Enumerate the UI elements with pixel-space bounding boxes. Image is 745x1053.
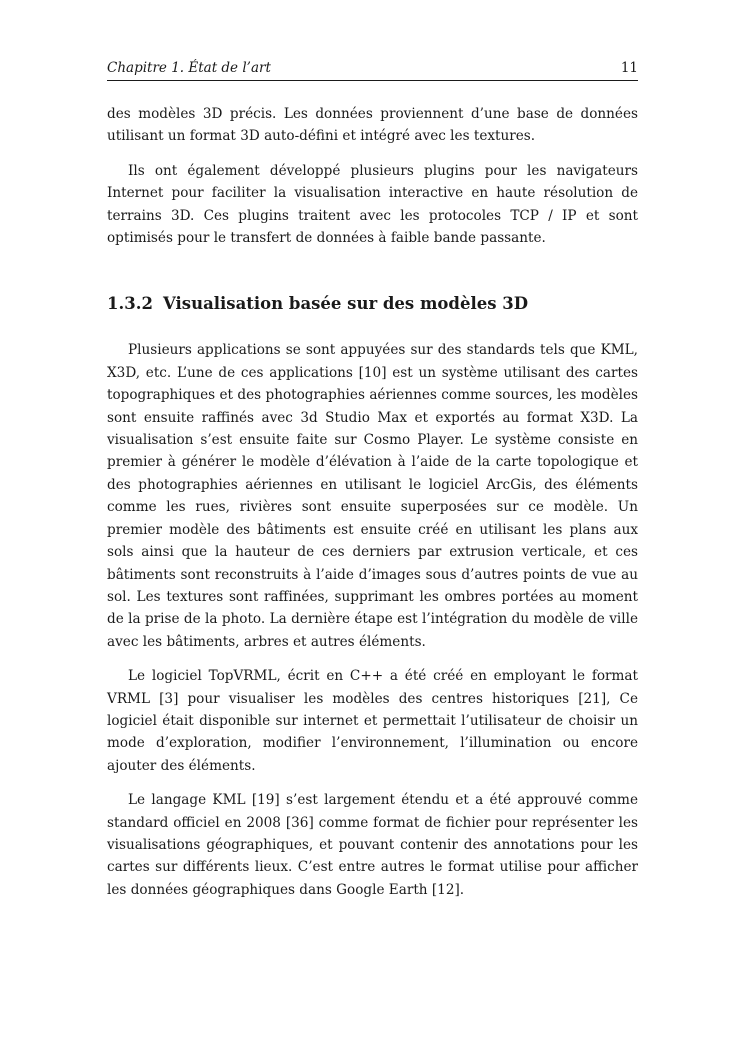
paragraph-plugins: Ils ont également développé plusieurs plugins pour les navigateurs Internet pour faciliter la visualisation interactive en haute résolution de terrains 3D. Ces plugins traitent avec les protocoles TCP / IP et sont optimisés pour le transfert de données à faible bande passante. — [107, 162, 638, 247]
section-number: 1.3.2 — [107, 294, 153, 314]
paragraph-applications: Plusieurs applications se sont appuyées sur des standards tels que KML, X3D, etc. L’une de ces applications [10] est un système utilisant des cartes topographiques et des photographies aériennes comme sources, les modèles sont ensuite raffinés avec 3d Studio Max et exportés au format X3D. La visualisation s’est ensuite faite sur Cosmo Player. Le système consiste en premier à générer le modèle d’élévation à l’aide de la carte topologique et des photographies aériennes en utilisant le logiciel ArcGis, des éléments comme les rues, rivières sont ensuite superposées sur ce modèle. Un premier modèle des bâtiments est ensuite créé en utilisant les plans aux sols ainsi que la hauteur de ces derniers par extrusion verticale, et ces bâtiments sont reconstruits à l’aide d’images sous d’autres points de vue au sol. Les textures sont raffinées, supprimant les ombres portées au moment de la prise de la photo. La dernière étape est l’intégration du modèle de ville avec les bâtiments, arbres et autres éléments. — [107, 342, 638, 650]
paragraph-continued: des modèles 3D précis. Les données proviennent d’une base de données utilisant un format 3D auto-défini et intégré avec les textures. — [107, 106, 638, 145]
paragraph-kml: Le langage KML [19] s’est largement étendu et a été approuvé comme standard officiel en 2008 [36] comme format de fichier pour représenter les visualisations géographiques, et pouvant contenir des annotations pour les cartes sur différents lieux. C’est entre autres le format utilise pour afficher les données géographiques dans Google Earth [12]. — [107, 792, 638, 898]
paragraph-topvrml: Le logiciel TopVRML, écrit en C++ a été créé en employant le format VRML [3] pour visualiser les modèles des centres historiques [21], Ce logiciel était disponible sur internet et permettait l’utilisateur de choisir un mode d’exploration, modifier l’environnement, l’illumination ou encore ajouter des éléments. — [107, 668, 638, 774]
page-number: 11 — [620, 60, 638, 76]
section-heading — [107, 293, 638, 315]
body-text — [107, 103, 638, 901]
chapter-title: Chapitre 1. État de l’art — [107, 60, 271, 76]
section-title: Visualisation basée sur des modèles 3D — [163, 294, 529, 314]
document-page — [107, 58, 638, 913]
running-header — [107, 58, 638, 81]
